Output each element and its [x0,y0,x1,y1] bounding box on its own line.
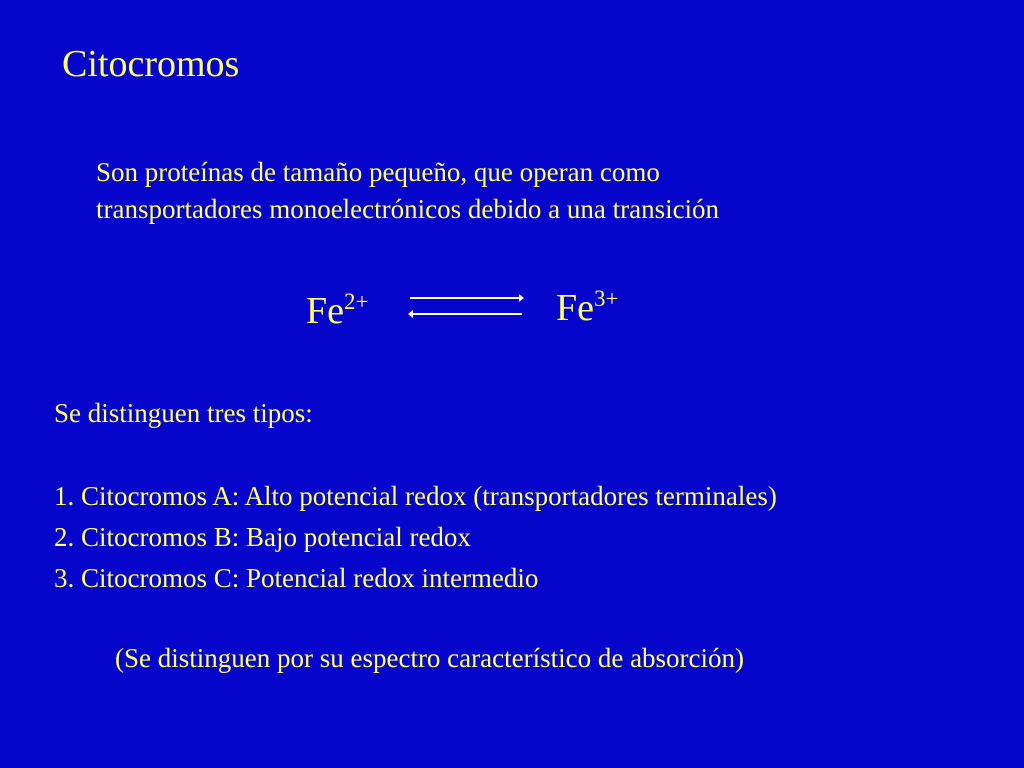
product-ion [556,286,619,329]
product-symbol: Fe [556,287,594,329]
types-list [54,476,777,599]
reactant-symbol: Fe [306,290,344,332]
intro-paragraph [96,154,956,228]
type-item-a: 1. Citocromos A: Alto potencial redox (transportadores terminales) [54,481,777,511]
types-heading: Se distinguen tres tipos: [54,398,313,428]
forward-arrow-head [519,294,524,302]
type-item-c: 3. Citocromos C: Potencial redox intermedio [54,563,539,593]
reactant-charge: 2+ [344,289,369,314]
intro-line-2: transportadores monoelectrónicos debido a una transición [96,194,720,224]
type-item-b: 2. Citocromos B: Bajo potencial redox [54,522,471,552]
slide-title: Citocromos [62,43,240,85]
absorption-note: (Se distinguen por su espectro característico de absorción) [115,643,745,673]
reactant-ion [306,289,369,332]
reverse-arrow-head [408,310,413,318]
equilibrium-arrows-icon [408,292,524,320]
product-charge: 3+ [594,286,619,311]
intro-line-1: Son proteínas de tamaño pequeño, que operan como [96,157,660,187]
